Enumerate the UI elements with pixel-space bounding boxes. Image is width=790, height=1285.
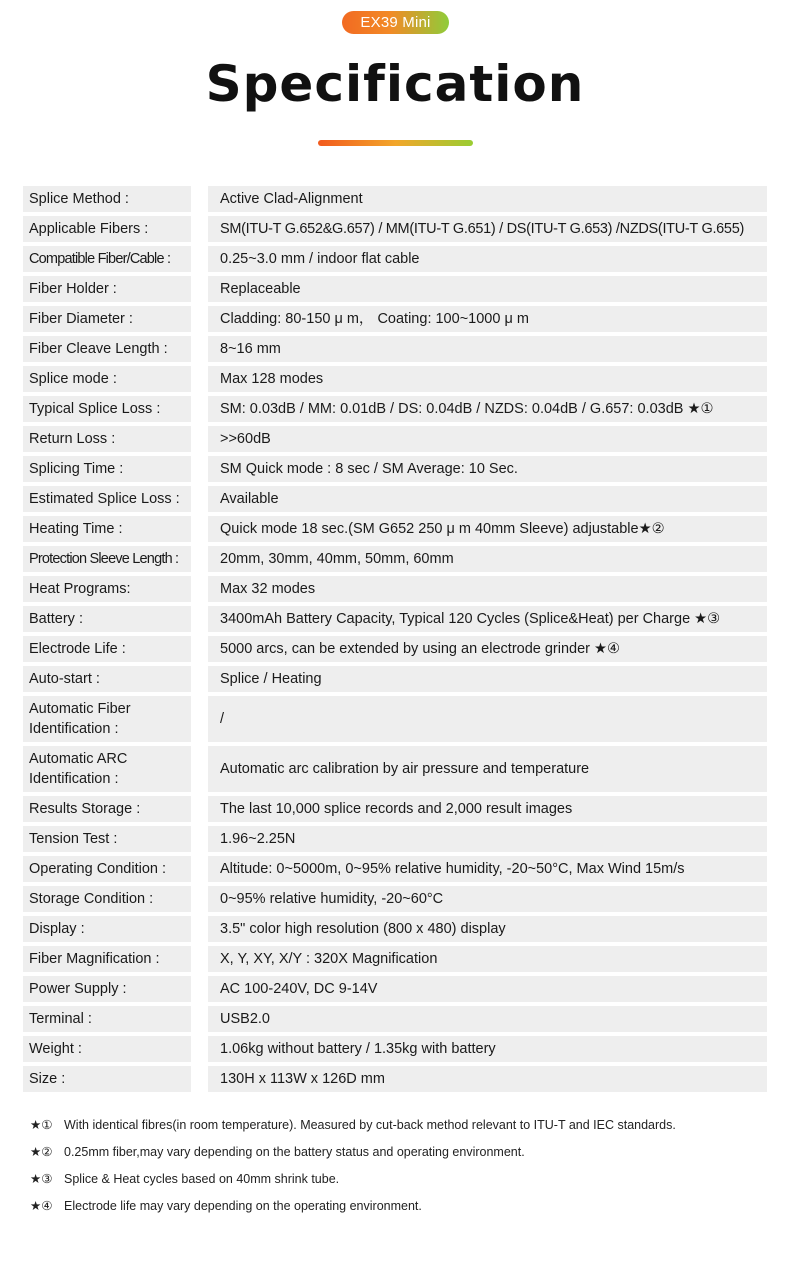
spec-value: Max 128 modes — [208, 366, 767, 392]
spec-row-estimated-loss — [23, 486, 767, 512]
spec-row-splicing-time — [23, 456, 767, 482]
spec-row-applicable-fibers — [23, 216, 767, 242]
footnote-text: With identical fibres(in room temperature). Measured by cut-back method relevant to ITU-T and IEC standards. — [64, 1118, 676, 1132]
spec-label: Splicing Time : — [23, 456, 191, 482]
spec-value: 3.5" color high resolution (800 x 480) display — [208, 916, 767, 942]
spec-value: Automatic arc calibration by air pressure and temperature — [208, 746, 767, 792]
spec-label: Display : — [23, 916, 191, 942]
spec-row-electrode-life — [23, 636, 767, 662]
spec-value: USB2.0 — [208, 1006, 767, 1032]
footnote-text: Splice & Heat cycles based on 40mm shrink tube. — [64, 1172, 340, 1186]
spec-label: Electrode Life : — [23, 636, 191, 662]
spec-row-splice-method — [23, 186, 767, 212]
spec-label: Estimated Splice Loss : — [23, 486, 191, 512]
spec-table — [23, 186, 767, 1096]
spec-value: X, Y, XY, X/Y : 320X Magnification — [208, 946, 767, 972]
spec-value: Replaceable — [208, 276, 767, 302]
spec-label: Heating Time : — [23, 516, 191, 542]
spec-row-battery — [23, 606, 767, 632]
footnote-mark: ★② — [30, 1145, 53, 1159]
spec-value: 130H x 113W x 126D mm — [208, 1066, 767, 1092]
spec-label: Power Supply : — [23, 976, 191, 1002]
spec-label: Auto-start : — [23, 666, 191, 692]
spec-label: Fiber Magnification : — [23, 946, 191, 972]
spec-label: Terminal : — [23, 1006, 191, 1032]
spec-row-auto-start — [23, 666, 767, 692]
spec-value: AC 100-240V, DC 9-14V — [208, 976, 767, 1002]
footnote-mark: ★③ — [30, 1172, 53, 1186]
spec-label: Fiber Diameter : — [23, 306, 191, 332]
spec-value: Cladding: 80-150 μ m， Coating: 100~1000 μ m — [208, 306, 767, 332]
spec-row-return-loss — [23, 426, 767, 452]
spec-label: Automatic ARC Identification : — [23, 746, 191, 792]
spec-value: >>60dB — [208, 426, 767, 452]
spec-label: Splice Method : — [23, 186, 191, 212]
spec-row-arc-identification — [23, 746, 767, 792]
spec-label: Automatic Fiber Identification : — [23, 696, 191, 742]
spec-value: SM(ITU-T G.652&G.657) / MM(ITU-T G.651) / DS(ITU-T G.653) /NZDS(ITU-T G.655) — [208, 216, 767, 242]
spec-label: Splice mode : — [23, 366, 191, 392]
spec-label: Applicable Fibers : — [23, 216, 191, 242]
spec-row-magnification — [23, 946, 767, 972]
spec-label: Protection Sleeve Length : — [23, 546, 191, 572]
spec-row-fiber-identification — [23, 696, 767, 742]
spec-row-sleeve-length — [23, 546, 767, 572]
spec-row-heating-time — [23, 516, 767, 542]
footnote-text: Electrode life may vary depending on the operating environment. — [64, 1199, 422, 1213]
spec-row-fiber-holder — [23, 276, 767, 302]
page-title: Specification — [205, 55, 585, 113]
spec-value: SM Quick mode : 8 sec / SM Average: 10 Sec. — [208, 456, 767, 482]
spec-value: 20mm, 30mm, 40mm, 50mm, 60mm — [208, 546, 767, 572]
spec-value: 0.25~3.0 mm / indoor flat cable — [208, 246, 767, 272]
spec-label: Storage Condition : — [23, 886, 191, 912]
footnote-mark: ★① — [30, 1118, 53, 1132]
spec-value: Active Clad-Alignment — [208, 186, 767, 212]
spec-row-operating-condition — [23, 856, 767, 882]
spec-value: SM: 0.03dB / MM: 0.01dB / DS: 0.04dB / NZDS: 0.04dB / G.657: 0.03dB ★① — [208, 396, 767, 422]
spec-value: / — [208, 696, 767, 742]
spec-value: Splice / Heating — [208, 666, 767, 692]
spec-value: 5000 arcs, can be extended by using an electrode grinder ★④ — [208, 636, 767, 662]
spec-row-display — [23, 916, 767, 942]
spec-value: 1.96~2.25N — [208, 826, 767, 852]
spec-value: Altitude: 0~5000m, 0~95% relative humidity, -20~50°C, Max Wind 15m/s — [208, 856, 767, 882]
spec-label: Tension Test : — [23, 826, 191, 852]
spec-value: Max 32 modes — [208, 576, 767, 602]
spec-label: Return Loss : — [23, 426, 191, 452]
spec-row-results-storage — [23, 796, 767, 822]
spec-row-splice-mode — [23, 366, 767, 392]
spec-row-cleave-length — [23, 336, 767, 362]
spec-row-heat-programs — [23, 576, 767, 602]
spec-row-power-supply — [23, 976, 767, 1002]
spec-row-size — [23, 1066, 767, 1092]
spec-value: The last 10,000 splice records and 2,000 result images — [208, 796, 767, 822]
spec-label: Fiber Cleave Length : — [23, 336, 191, 362]
spec-row-splice-loss — [23, 396, 767, 422]
model-badge: EX39 Mini — [342, 11, 449, 34]
spec-row-terminal — [23, 1006, 767, 1032]
spec-label: Weight : — [23, 1036, 191, 1062]
spec-value: Quick mode 18 sec.(SM G652 250 μ m 40mm Sleeve) adjustable★② — [208, 516, 767, 542]
spec-label: Results Storage : — [23, 796, 191, 822]
spec-row-weight — [23, 1036, 767, 1062]
spec-label: Heat Programs: — [23, 576, 191, 602]
title-underline — [318, 140, 473, 146]
spec-label: Battery : — [23, 606, 191, 632]
spec-value: 3400mAh Battery Capacity, Typical 120 Cycles (Splice&Heat) per Charge ★③ — [208, 606, 767, 632]
spec-row-storage-condition — [23, 886, 767, 912]
footnote — [30, 1171, 770, 1198]
spec-label: Size : — [23, 1066, 191, 1092]
spec-label: Compatible Fiber/Cable : — [23, 246, 191, 272]
spec-label: Fiber Holder : — [23, 276, 191, 302]
footnote — [30, 1144, 770, 1171]
spec-label: Operating Condition : — [23, 856, 191, 882]
spec-label: Typical Splice Loss : — [23, 396, 191, 422]
footnotes — [30, 1117, 770, 1225]
footnote — [30, 1198, 770, 1225]
spec-row-compatible-fiber — [23, 246, 767, 272]
footnote-text: 0.25mm fiber,may vary depending on the battery status and operating environment. — [64, 1145, 525, 1159]
spec-value: 1.06kg without battery / 1.35kg with battery — [208, 1036, 767, 1062]
spec-value: 8~16 mm — [208, 336, 767, 362]
footnote — [30, 1117, 770, 1144]
spec-value: Available — [208, 486, 767, 512]
spec-row-tension-test — [23, 826, 767, 852]
spec-row-fiber-diameter — [23, 306, 767, 332]
footnote-mark: ★④ — [30, 1199, 53, 1213]
spec-value: 0~95% relative humidity, -20~60°C — [208, 886, 767, 912]
